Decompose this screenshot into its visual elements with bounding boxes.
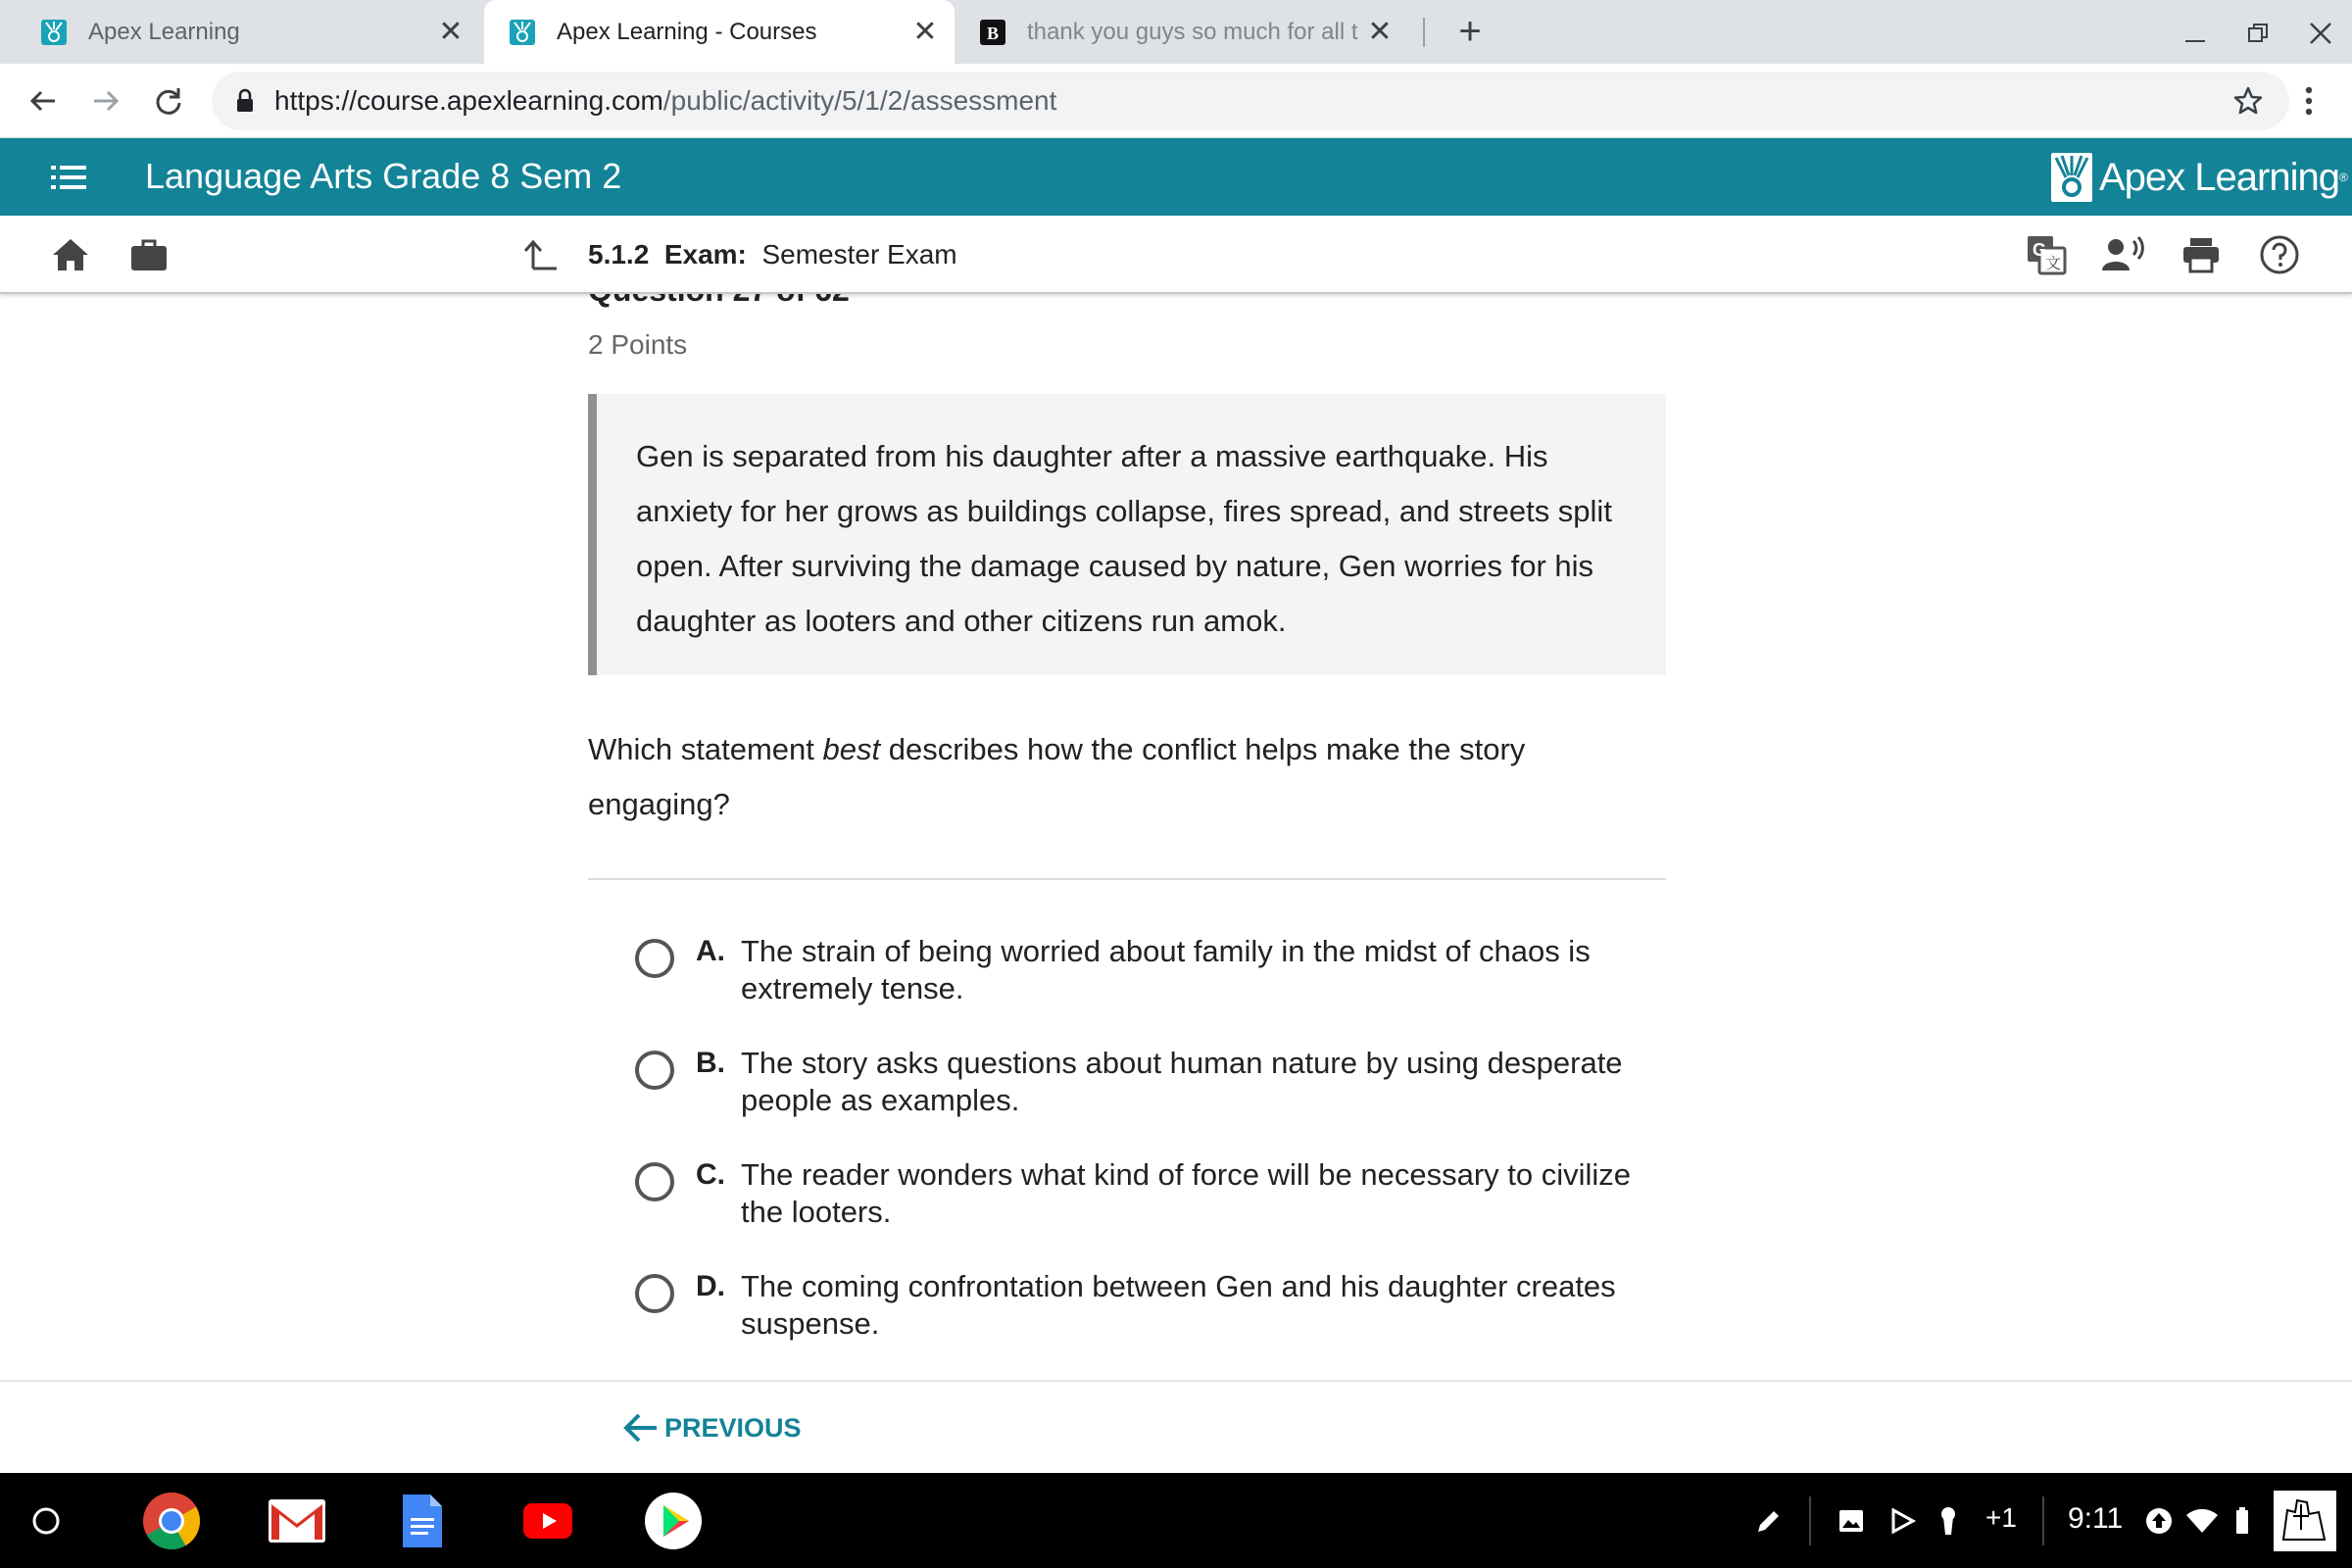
option-letter: C. — [696, 1158, 725, 1191]
tab-close-icon[interactable]: ✕ — [1367, 16, 1393, 48]
clock[interactable]: 9:11 — [2068, 1502, 2124, 1535]
question-content — [0, 294, 2352, 1380]
apex-favicon-icon — [39, 18, 69, 47]
docs-icon[interactable] — [392, 1491, 453, 1551]
tab-apex-courses[interactable] — [484, 0, 955, 64]
activity-type: Exam: — [663, 239, 747, 270]
url-path: /public/activity/5/1/2/assessment — [662, 85, 1057, 116]
wifi-icon[interactable] — [2185, 1491, 2219, 1551]
browser-tab-strip — [0, 0, 2352, 64]
question-points: 2 Points — [588, 329, 688, 360]
prompt-after: describes how the conflict helps make the story engaging? — [588, 732, 1526, 821]
forward-arrow-icon[interactable] — [84, 79, 127, 122]
svg-text:G: G — [2033, 240, 2047, 260]
minimize-icon[interactable] — [2176, 14, 2215, 53]
notification-count[interactable]: +1 — [1985, 1502, 2017, 1533]
previous-label: PREVIOUS — [664, 1412, 802, 1443]
answer-option-b[interactable] — [635, 1045, 1674, 1119]
activity-name: Semester Exam — [761, 239, 957, 270]
activity-title — [588, 239, 957, 270]
image-notification-icon[interactable] — [1837, 1491, 1866, 1551]
question-prompt — [588, 722, 1666, 832]
apex-learning-logo — [2050, 152, 2348, 203]
tab-separator — [1423, 18, 1425, 47]
gmail-icon[interactable] — [267, 1491, 327, 1551]
os-shelf — [0, 1473, 2352, 1568]
address-bar[interactable] — [212, 72, 2289, 130]
tray-divider — [2042, 1491, 2044, 1551]
help-icon[interactable] — [2258, 233, 2301, 276]
previous-button[interactable] — [623, 1411, 802, 1445]
option-text: The strain of being worried about family in the midst of chaos is extremely tense. — [741, 934, 1591, 1005]
option-text: The coming confrontation between Gen and his daughter creates suspense. — [741, 1269, 1616, 1341]
divider — [588, 878, 1666, 880]
tab-title: Apex Learning — [88, 18, 240, 45]
svg-text:文: 文 — [2045, 256, 2062, 272]
option-text: The story asks questions about human nature by using desperate people as examples. — [741, 1046, 1623, 1117]
course-header — [0, 138, 2352, 216]
battery-icon[interactable] — [2234, 1491, 2250, 1551]
arrow-left-icon — [623, 1411, 659, 1445]
answer-option-d[interactable] — [635, 1268, 1674, 1343]
brainly-favicon-icon — [978, 18, 1007, 47]
radio-button[interactable] — [635, 1274, 674, 1313]
home-icon[interactable] — [49, 233, 92, 276]
play-store-icon[interactable] — [643, 1491, 704, 1551]
tray-divider — [1809, 1491, 1811, 1551]
activity-number: 5.1.2 — [588, 239, 650, 270]
user-avatar[interactable] — [2274, 1491, 2336, 1551]
briefcase-icon[interactable] — [127, 233, 171, 276]
option-text: The reader wonders what kind of force will be necessary to civilize the looters. — [741, 1157, 1632, 1229]
radio-button[interactable] — [635, 939, 674, 978]
stylus-tools-icon[interactable] — [1754, 1491, 1784, 1551]
hamburger-menu-icon[interactable] — [49, 160, 88, 195]
tab-title: Apex Learning - Courses — [557, 18, 817, 45]
answer-option-a[interactable] — [635, 933, 1674, 1007]
update-icon[interactable] — [2144, 1491, 2174, 1551]
registered-mark: ® — [2338, 171, 2348, 184]
close-window-icon[interactable] — [2301, 14, 2340, 53]
youtube-icon[interactable] — [517, 1491, 578, 1551]
apex-logo-icon — [2050, 152, 2093, 203]
answer-option-c[interactable] — [635, 1156, 1674, 1231]
new-tab-button[interactable]: + — [1458, 9, 1482, 53]
print-icon[interactable] — [2180, 233, 2223, 276]
svg-text:B: B — [987, 23, 1000, 43]
radio-button[interactable] — [635, 1162, 674, 1201]
up-level-icon[interactable] — [519, 233, 563, 276]
question-footer — [0, 1380, 2352, 1473]
passage-box — [588, 394, 1666, 675]
keyhole-icon[interactable] — [1936, 1491, 1960, 1551]
tab-close-icon[interactable]: ✕ — [912, 16, 938, 48]
prompt-before: Which statement — [588, 732, 823, 766]
chrome-icon[interactable] — [141, 1491, 202, 1551]
bookmark-star-icon[interactable] — [2230, 83, 2266, 119]
tab-title: thank you guys so much for all t — [1027, 18, 1358, 45]
option-letter: B. — [696, 1047, 725, 1079]
browser-toolbar — [0, 64, 2352, 138]
tab-thank-you[interactable] — [958, 0, 1409, 64]
logo-wordmark: Apex Learning — [2099, 155, 2339, 199]
text-to-speech-icon[interactable] — [2101, 233, 2144, 276]
option-letter: D. — [696, 1270, 725, 1302]
tab-apex-learning[interactable] — [0, 0, 480, 64]
passage-text: Gen is separated from his daughter after a massive earthquake. His anxiety for her grows as buildings collapse, fires spread, and streets split open. After surviving the damage caused by nature, Gen worries for his daughter as looters and other citizens run amok. — [636, 439, 1612, 638]
radio-button[interactable] — [635, 1051, 674, 1090]
browser-menu-icon[interactable] — [2289, 79, 2328, 122]
url-host: https://course.apexlearning.com — [274, 85, 663, 116]
prompt-emphasis: best — [822, 732, 881, 766]
back-arrow-icon[interactable] — [22, 79, 65, 122]
course-title: Language Arts Grade 8 Sem 2 — [145, 156, 622, 196]
apex-favicon-icon — [508, 18, 537, 47]
restore-icon[interactable] — [2238, 14, 2278, 53]
activity-toolbar — [0, 216, 2352, 294]
tab-close-icon[interactable]: ✕ — [438, 16, 464, 48]
option-letter: A. — [696, 935, 725, 967]
launcher-icon[interactable] — [16, 1491, 76, 1551]
play-notification-icon[interactable] — [1887, 1491, 1917, 1551]
translate-icon[interactable] — [2025, 233, 2068, 276]
reload-icon[interactable] — [147, 79, 190, 122]
lock-icon — [235, 89, 259, 113]
